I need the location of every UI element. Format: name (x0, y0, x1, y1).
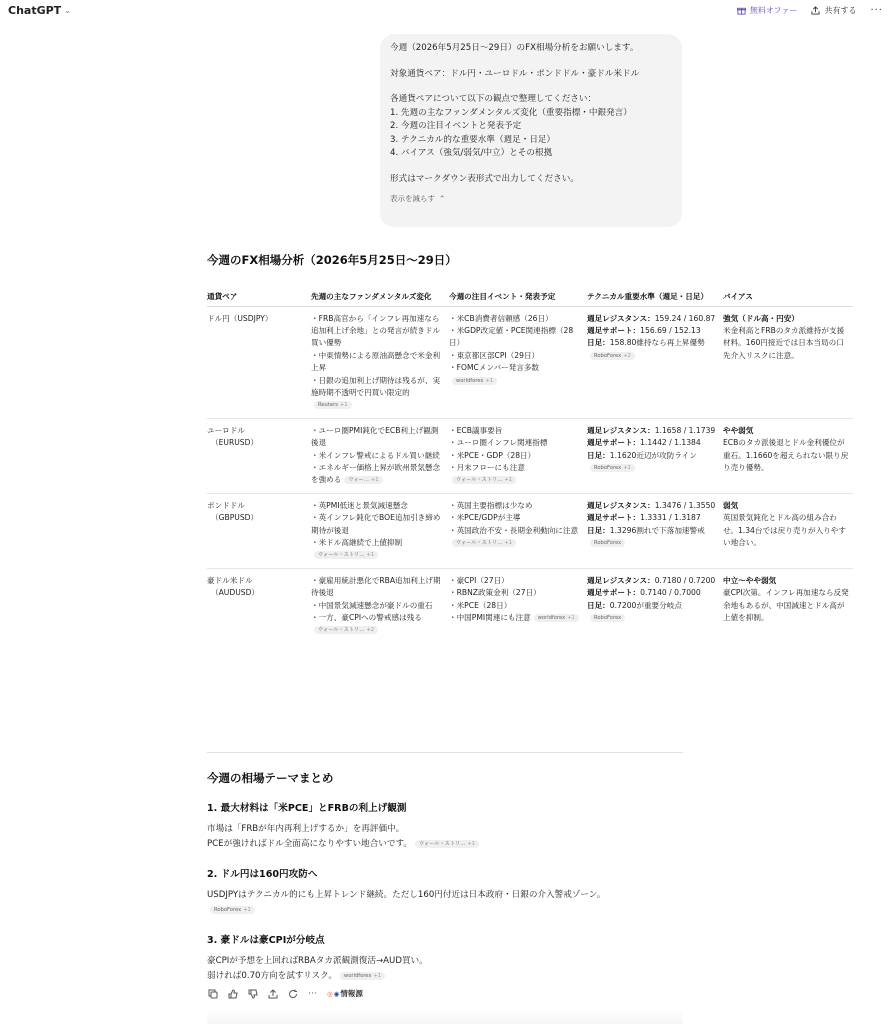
support-label: 週足サポート： (587, 325, 641, 335)
event-item: ・中国PMI関連にも注意 (449, 613, 531, 623)
technical-cell (587, 306, 723, 418)
table-header-row (207, 276, 853, 306)
citation-chip[interactable] (534, 614, 579, 622)
fundamental-item: ・中東情勢による原油高懸念で米金利上昇 (311, 350, 441, 373)
fundamentals-cell (311, 306, 449, 418)
event-item: ・RBNZ政策金利（27日） (449, 588, 541, 598)
daily-value: 0.7200が重要分岐点 (609, 600, 682, 610)
model-selector[interactable] (8, 4, 71, 17)
bias-reason: 豪CPI次第。インフレ再加速なら反発余地もあるが、中国減速とドル高が上値を抑制。 (723, 588, 849, 623)
table-row (207, 568, 853, 643)
daily-value: 1.3296割れで下落加速警戒 (609, 525, 705, 535)
citation-source: ウォール・ストリ… (456, 477, 503, 484)
citation-source: RoboForex (214, 906, 242, 913)
citation-source: ウォール・ストリ… (318, 627, 365, 634)
sources-button[interactable] (327, 988, 363, 999)
citation-source: RoboForex (594, 615, 622, 622)
pair-name: ドル円（USDJPY） (207, 313, 273, 323)
citation-chip[interactable] (415, 840, 479, 848)
technical-cell (587, 493, 723, 568)
user-message-line: 4. バイアス（強気/弱気/中立）とその根拠 (390, 148, 553, 158)
citation-source: ウォール・ストリ… (419, 840, 466, 847)
daily-line (587, 337, 719, 362)
bias-label: 強気（ドル高・円安） (723, 313, 799, 323)
fundamental-item: ・米ドル高継続で上値抑制 (311, 538, 403, 547)
fundamental-item: ・中国景気減速懸念が豪ドルの重石 (311, 600, 433, 610)
source-logo-icon: ◎ (327, 989, 333, 998)
fundamental-item: ・ユーロ圏PMI鈍化でECB利上げ観測後退 (311, 425, 439, 448)
share-icon[interactable] (267, 988, 278, 999)
event-item: ・米PCE・GDP（28日） (449, 450, 536, 460)
pair-cell (207, 418, 311, 493)
bias-cell (723, 306, 853, 418)
event-item: ・東京都区部CPI（29日） (449, 350, 540, 360)
support-value: 1.1442 / 1.1384 (640, 438, 701, 448)
citation-source: ウォール・ストリ… (318, 552, 365, 559)
daily-line (587, 525, 719, 550)
event-item: ・英国主要指標は少なめ (449, 500, 533, 510)
section-divider (207, 752, 683, 753)
summary-line: USDJPYはテクニカル的にも上昇トレンド継続。ただし160円付近は日本政府・日銀の介入警戒ゾーン。 (207, 890, 606, 900)
fundamental-item: ・英PMI低迷と景気減速懸念 (311, 500, 408, 510)
summary-line: 豪CPIが予想を上回ればRBAタカ派観測復活→AUD買い。 (207, 956, 428, 966)
column-header: バイアス (723, 276, 853, 306)
regenerate-icon[interactable] (287, 988, 298, 999)
fundamental-item: ・一方、豪CPIへの警戒感は残る (311, 613, 422, 623)
citation-count: +1 (243, 906, 251, 913)
citation-count: +1 (504, 477, 513, 484)
share-button[interactable] (811, 5, 856, 16)
summary-paragraph (207, 954, 683, 984)
more-options-icon[interactable]: ··· (870, 5, 883, 16)
user-message-line: 今週（2026年5月25日〜29日）のFX相場分析をお願いします。 (390, 43, 639, 53)
summary-line: 市場は「FRBが年内再利上げするか」を再評価中。 (207, 824, 405, 834)
column-header: テクニカル重要水準（週足・日足） (587, 276, 723, 306)
sources-label: 情報源 (340, 989, 363, 998)
more-icon[interactable]: ··· (308, 988, 317, 999)
citation-chip[interactable] (344, 476, 382, 484)
thumbs-up-icon[interactable] (227, 988, 238, 999)
event-item: ・米PCE（28日） (449, 600, 512, 610)
daily-label: 日足： (587, 525, 610, 535)
pair-cell (207, 493, 311, 568)
bias-reason: 英国景気鈍化とドル高の組み合わせ。1.34台では戻り売りが入りやすい地合い。 (723, 513, 846, 547)
events-cell (449, 418, 587, 493)
support-label: 週足サポート： (587, 513, 641, 523)
user-message-line: 対象通貨ペア：ドル円・ユーロドル・ポンドドル・豪ドル米ドル (390, 68, 640, 79)
daily-line (587, 600, 719, 625)
citation-chip[interactable] (340, 972, 385, 980)
resistance-label: 週足レジスタンス： (587, 313, 655, 323)
support-line (587, 587, 719, 599)
citation-count: +1 (623, 464, 631, 471)
user-message-bubble (380, 34, 682, 227)
citation-chip[interactable] (590, 539, 625, 547)
pair-code: （AUDUSD） (211, 588, 260, 598)
summary-heading: 3. 豪ドルは豪CPIが分岐点 (207, 935, 325, 946)
citation-count: +1 (366, 552, 375, 559)
citation-chip[interactable] (590, 614, 625, 622)
source-logo-icon: ◉ (333, 989, 340, 998)
show-less-button[interactable] (390, 192, 672, 206)
citation-source: RoboForex (594, 540, 622, 546)
daily-value: 158.80維持なら再上昇優勢 (609, 338, 705, 348)
bias-reason: 米金利高とFRBのタカ派維持が支援材料。160円接近では日本当局の口先介入リスクに注意。 (723, 325, 845, 360)
thumbs-down-icon[interactable] (247, 988, 258, 999)
fundamental-item: ・英インフレ鈍化でBOE追加引き締め期待が後退 (311, 513, 441, 535)
event-item: ・英国政治不安・長期金利動向に注意 (449, 525, 579, 535)
summary-paragraph (207, 888, 683, 918)
daily-value: 1.1620近辺が攻防ライン (609, 450, 697, 460)
citation-source: worldforex (456, 377, 484, 384)
support-value: 1.3331 / 1.3187 (640, 513, 701, 523)
fundamental-item: ・米インフレ警戒によるドル買い継続 (311, 450, 440, 460)
citation-count: +2 (623, 352, 631, 359)
events-cell (449, 568, 587, 643)
citation-count: +1 (339, 402, 348, 409)
citation-source: ウォー… (348, 477, 369, 484)
chevron-up-icon: ⌃ (439, 194, 446, 203)
support-line (587, 512, 719, 524)
bias-label: 弱気 (723, 500, 739, 510)
analysis-title: 今週のFX相場分析（2026年5月25日〜29日） (207, 253, 457, 267)
fundamentals-cell (311, 568, 449, 643)
resistance-label: 週足レジスタンス： (587, 575, 655, 585)
app-title: ChatGPT (8, 4, 62, 17)
citation-count: +1 (485, 377, 494, 384)
event-item: ・豪CPI（27日） (449, 575, 509, 585)
citation-count: +1 (467, 840, 476, 847)
assistant-answer (207, 252, 853, 643)
pair-cell (207, 306, 311, 418)
events-cell (449, 493, 587, 568)
free-offer-button[interactable] (737, 5, 798, 16)
resistance-line (587, 500, 719, 512)
summary-line: PCEが強ければドル全面高になりやすい地合いです。 (207, 839, 412, 849)
resistance-line (587, 425, 719, 437)
event-item: ・ユーロ圏インフレ関連指標 (449, 438, 548, 448)
user-message-line: 1. 先週の主なファンダメンタルズ変化（重要指標・中銀発言） (390, 107, 632, 118)
summary-heading: 1. 最大材料は「米PCE」とFRBの利上げ観測 (207, 803, 407, 814)
user-message-line: 形式はマークダウン表形式で出力してください。 (390, 173, 579, 184)
citation-count: +1 (504, 540, 513, 546)
daily-label: 日足： (587, 450, 610, 460)
message-actions (207, 988, 363, 999)
citation-source: RoboForex (594, 352, 622, 359)
upload-icon (811, 6, 820, 15)
citation-count: +2 (366, 627, 375, 634)
summary-heading: 2. ドル円は160円攻防へ (207, 869, 318, 880)
resistance-label: 週足レジスタンス： (587, 500, 655, 510)
support-label: 週足サポート： (587, 438, 641, 448)
fundamental-item: ・FRB高官から「インフレ再加速なら追加利上げ余地」との発言が続きドル買い優勢 (311, 313, 441, 348)
technical-cell (587, 418, 723, 493)
pair-code: （GBPUSD） (211, 513, 259, 523)
support-label: 週足サポート： (587, 588, 641, 598)
citation-count: +1 (370, 477, 379, 484)
user-message-line: 3. テクニカル的な重要水準（週足・日足） (390, 134, 556, 145)
event-item: ・月末フローにも注意 (449, 462, 525, 472)
event-item: ・米PCE/GDPが主導 (449, 513, 521, 523)
resistance-value: 1.3476 / 1.3550 (654, 500, 716, 510)
share-label: 共有する (824, 6, 857, 15)
daily-label: 日足： (587, 600, 610, 610)
citation-chip[interactable] (314, 626, 378, 634)
top-bar (0, 0, 893, 24)
bias-cell (723, 418, 853, 493)
citation-source: worldforex (537, 615, 566, 622)
event-item: ・FOMCメンバー発言多数 (449, 363, 540, 373)
resistance-line (587, 313, 719, 325)
user-message-line: 各通貨ペアについて以下の観点で整理してください： (390, 94, 597, 104)
citation-source: ウォール・ストリ… (456, 540, 503, 546)
pair-name: ユーロドル (207, 425, 245, 435)
column-header: 今週の注目イベント・発表予定 (449, 276, 587, 306)
fundamentals-cell (311, 493, 449, 568)
resistance-value: 1.1658 / 1.1739 (654, 425, 716, 435)
citation-count: +1 (567, 615, 575, 622)
pair-name: ポンドドル (207, 500, 245, 510)
resistance-value: 159.24 / 160.87 (654, 313, 716, 323)
gift-icon (737, 6, 746, 15)
table-row (207, 306, 853, 418)
summary-line: 弱ければ0.70方向を試すリスク。 (207, 971, 337, 981)
pair-name: 豪ドル米ドル (207, 575, 253, 585)
support-line (587, 437, 719, 449)
event-item: ・米CB消費者信頼感（26日） (449, 313, 553, 323)
citation-chip[interactable] (590, 352, 635, 360)
technical-cell (587, 568, 723, 643)
fundamentals-cell (311, 418, 449, 493)
fx-analysis-table (207, 276, 853, 643)
chevron-down-icon: ⌄ (64, 6, 71, 15)
support-value: 156.69 / 152.13 (640, 325, 701, 335)
daily-line (587, 450, 719, 475)
resistance-label: 週足レジスタンス： (587, 425, 655, 435)
citation-chip[interactable] (590, 464, 635, 472)
composer-edge (207, 1008, 683, 1024)
table-row (207, 418, 853, 493)
support-value: 0.7140 / 0.7000 (640, 588, 701, 598)
citation-chip[interactable] (314, 551, 378, 559)
citation-source: worldforex (344, 972, 372, 979)
citation-chip[interactable] (452, 377, 497, 385)
citation-source: Reuters (318, 402, 338, 409)
table-row (207, 493, 853, 568)
bias-label: やや弱気 (723, 425, 754, 435)
citation-count: +1 (373, 972, 382, 979)
column-header: 通貨ペア (207, 276, 311, 306)
free-offer-label: 無料オファー (749, 6, 798, 15)
resistance-line (587, 575, 719, 587)
summary-title: 今週の相場テーマまとめ (207, 771, 334, 785)
fundamental-item: ・エネルギー価格上昇が欧州景気懸念を強める (311, 462, 441, 485)
citation-chip[interactable] (452, 539, 516, 547)
summary-section (207, 770, 683, 998)
fundamental-item: ・日銀の追加利上げ期待は残るが、実施時期不透明で円買い限定的 (311, 375, 441, 397)
citation-chip[interactable] (452, 476, 516, 484)
pair-cell (207, 568, 311, 643)
user-message-line: 2. 今週の注目イベントと発表予定 (390, 121, 522, 131)
citation-chip[interactable] (210, 906, 255, 914)
citation-source: RoboForex (594, 464, 622, 471)
summary-paragraph (207, 822, 683, 852)
copy-icon[interactable] (207, 988, 218, 999)
show-less-label: 表示を減らす (390, 194, 435, 203)
resistance-value: 0.7180 / 0.7200 (654, 575, 716, 585)
bias-reason: ECBのタカ派後退とドル金利優位が重石。1.1660を超えられない限り戻り売り優勢。 (723, 438, 849, 472)
events-cell (449, 306, 587, 418)
citation-chip[interactable] (314, 401, 352, 409)
pair-code: （EURUSD） (211, 438, 259, 448)
support-line (587, 325, 719, 337)
bias-label: 中立〜やや弱気 (723, 575, 777, 585)
bias-cell (723, 568, 853, 643)
bias-cell (723, 493, 853, 568)
daily-label: 日足： (587, 338, 610, 348)
event-item: ・米GDP改定値・PCE関連指標（28日） (449, 325, 574, 348)
fundamental-item: ・豪雇用統計悪化でRBA追加利上げ期待後退 (311, 575, 441, 598)
event-item: ・ECB議事要旨 (449, 425, 503, 435)
column-header: 先週の主なファンダメンタルズ変化 (311, 276, 449, 306)
